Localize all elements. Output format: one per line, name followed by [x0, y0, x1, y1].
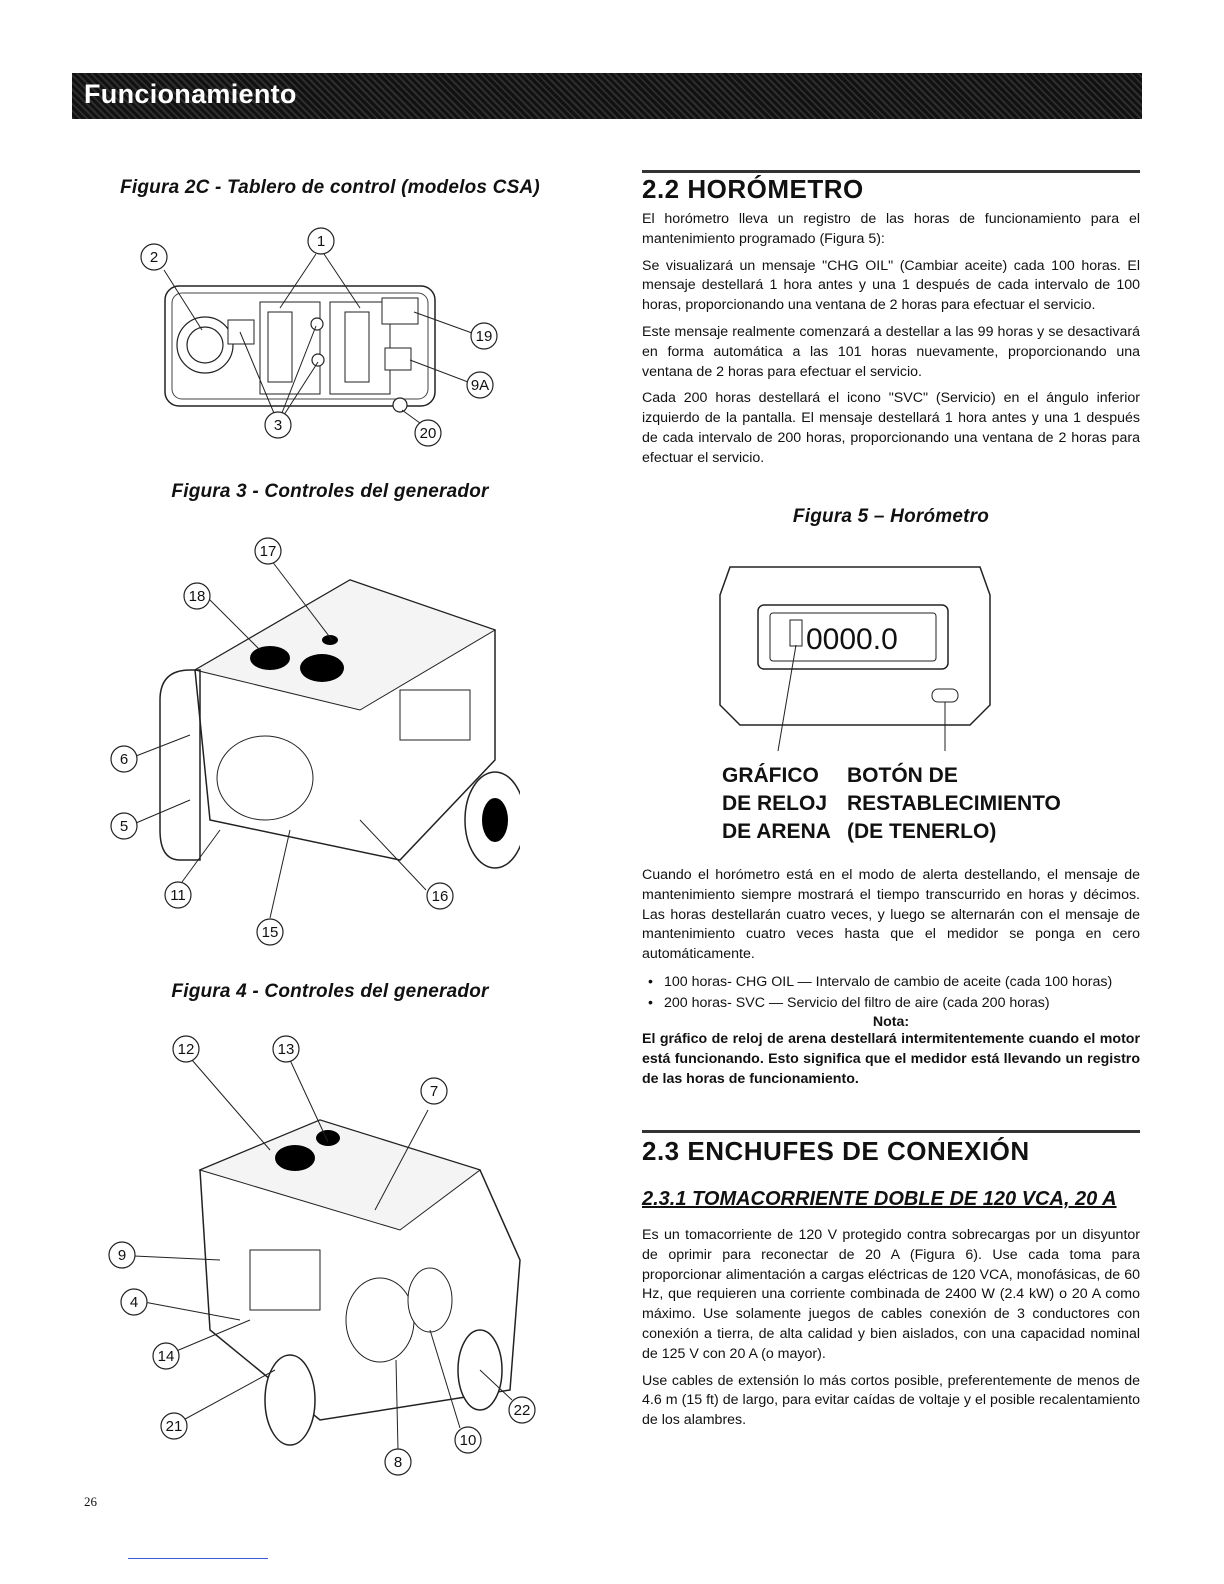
svg-text:1: 1 — [316, 233, 326, 250]
section-2-2-body — [642, 210, 1140, 476]
page-number: 26 — [84, 1494, 97, 1509]
fig5-label-right: BOTÓN DE RESTABLECIMIENTO (DE TENERLO) — [847, 764, 1061, 843]
banner-title: Funcionamiento — [84, 79, 297, 109]
fig2c-caption: Figura 2C - Tablero de control (modelos CSA) — [120, 177, 540, 198]
svg-text:11: 11 — [170, 887, 186, 904]
section-2-3-title: 2.3 ENCHUFES DE CONEXIÓN — [642, 1136, 1030, 1166]
section-2-2-alert — [642, 866, 1140, 1096]
svg-text:9: 9 — [117, 1247, 127, 1264]
svg-text:17: 17 — [259, 543, 277, 560]
section-rule — [642, 1130, 1140, 1133]
svg-text:9A: 9A — [470, 377, 490, 394]
section-rule — [642, 170, 1140, 173]
hourmeter-display: 0000.0 — [806, 623, 898, 656]
svg-text:7: 7 — [429, 1083, 439, 1100]
svg-text:4: 4 — [129, 1294, 139, 1311]
svg-text:15: 15 — [261, 924, 279, 941]
svg-text:6: 6 — [119, 751, 129, 768]
svg-text:14: 14 — [157, 1348, 175, 1365]
fig4-caption: Figura 4 - Controles del generador — [171, 981, 489, 1002]
fig5-hourmeter — [710, 555, 1000, 755]
svg-text:19: 19 — [475, 328, 493, 345]
svg-text:18: 18 — [188, 588, 206, 605]
list-item: • 200 horas- SVC — Servicio del filtro de aire (cada 200 horas) — [642, 993, 1140, 1014]
paragraph: Este mensaje realmente comenzará a destellar a las 99 horas y se desactivará en forma automática a las 101 horas nuevamente, proporcionando una ventana de 2 horas para efectuar el servicio. — [642, 323, 1140, 380]
svg-text:3: 3 — [273, 417, 283, 434]
svg-text:22: 22 — [513, 1402, 531, 1419]
svg-text:16: 16 — [431, 888, 449, 905]
fig3-generator-illustration — [100, 530, 520, 950]
note-label: Nota: — [872, 1013, 910, 1030]
paragraph: Use cables de extensión lo más cortos posible, preferentemente de menos de 4.6 m (15 ft) de largo, para evitar caídas de voltaje y el posible recalentamiento de los alambres. — [642, 1372, 1140, 1429]
paragraph: Se visualizará un mensaje "CHG OIL" (Cambiar aceite) cada 100 horas. El mensaje destellará 1 hora antes y una 1 después de cada intervalo de 100 horas, proporcionando una ventana de 2 horas para efectuar el servicio. — [642, 257, 1140, 314]
svg-text:20: 20 — [419, 425, 437, 442]
list-item: • 100 horas- CHG OIL — Intervalo de cambio de aceite (cada 100 horas) — [642, 972, 1140, 993]
svg-text:8: 8 — [393, 1454, 403, 1471]
reset-button — [932, 689, 958, 702]
section-2-3-1-title: 2.3.1 TOMACORRIENTE DOBLE DE 120 VCA, 20 A — [642, 1188, 1117, 1210]
section-2-3-body — [642, 1226, 1140, 1438]
section-banner — [72, 73, 1142, 119]
fig2c-control-panel — [120, 220, 520, 450]
svg-text:13: 13 — [277, 1041, 295, 1058]
svg-text:10: 10 — [459, 1432, 477, 1449]
paragraph: Cada 200 horas destellará el icono "SVC" (Servicio) en el ángulo inferior izquierdo de la pantalla. El mensaje destellará 1 hora antes y una 1 después de cada intervalo de 200 horas, proporcionando una ventana de 2 horas para efectuar el servicio. — [642, 390, 1140, 466]
note-text: El gráfico de reloj de arena destellará intermitentemente cuando el motor está funcionando. Esto significa que el medidor está llevando un registro de las horas de funcionamiento. — [642, 1030, 1140, 1087]
svg-text:21: 21 — [165, 1418, 183, 1435]
svg-text:12: 12 — [177, 1041, 195, 1058]
fig5-label-left: GRÁFICO DE RELOJ DE ARENA — [722, 764, 831, 843]
fig4-generator-illustration — [100, 1030, 550, 1480]
svg-text:2: 2 — [149, 249, 159, 266]
footer-line — [128, 1558, 268, 1559]
paragraph: Es un tomacorriente de 120 V protegido contra sobrecargas por un disyuntor de oprimir para reconectar de 20 A (Figura 6). Use cada toma para proporcionar alimentación a cargas eléctricas de 120 VCA, monofásicas, de 60 Hz, que requieren una corriente combinada de 2400 W (2.4 kW) o 20 A como máximo. Use solamente juegos de cables conexión de 3 conductores con conexión a tierra, de alta calidad y bien aislados, con una capacidad nominal de 125 V con 20 A (o mayor). — [642, 1227, 1140, 1362]
paragraph: El horómetro lleva un registro de las horas de funcionamiento para el mantenimiento programado (Figura 5): — [642, 211, 1140, 247]
fig3-caption: Figura 3 - Controles del generador — [171, 481, 489, 502]
paragraph: Cuando el horómetro está en el modo de alerta destellando, el mensaje de mantenimiento siempre mostrará el tiempo transcurrido en horas y décimos. Las horas destellarán cuatro veces, y luego se alternarán con el mensaje de mantenimiento cuatro veces hasta que el medidor se ponga en cero automáticamente. — [642, 867, 1140, 963]
fig5-caption: Figura 5 – Horómetro — [792, 506, 990, 527]
section-2-2-title: 2.2 HORÓMETRO — [642, 174, 864, 204]
svg-text:5: 5 — [119, 818, 129, 835]
hourglass-icon — [790, 620, 802, 646]
